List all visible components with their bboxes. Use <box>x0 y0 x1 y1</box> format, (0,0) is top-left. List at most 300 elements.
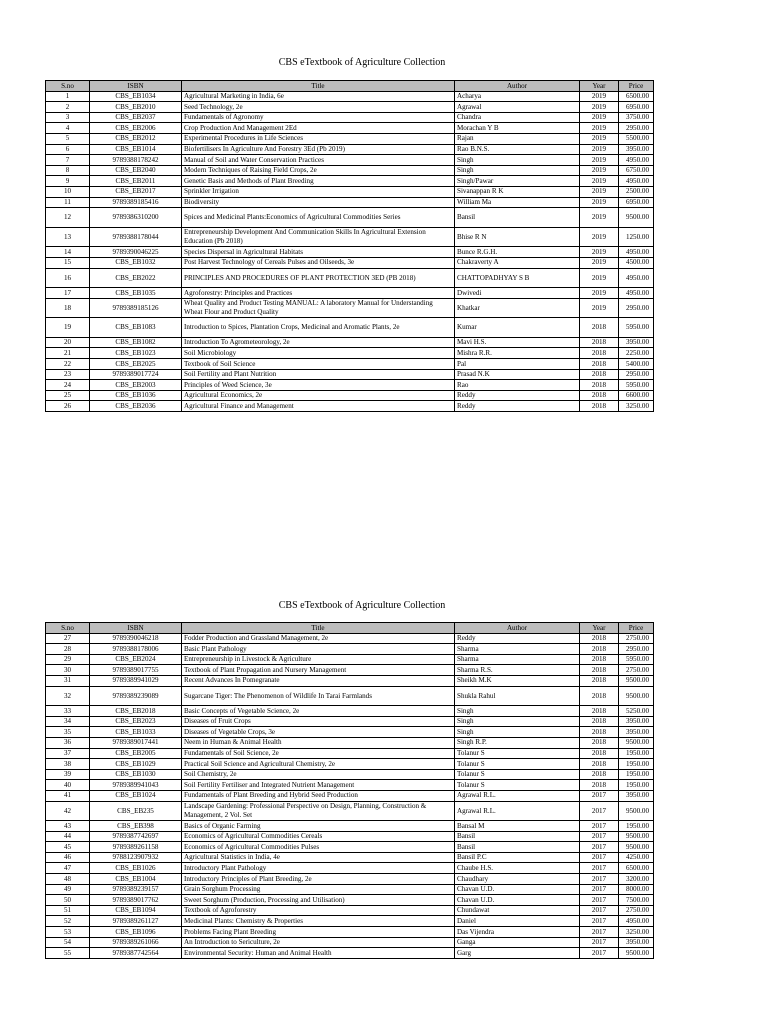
cell-price: 5250.00 <box>619 706 654 717</box>
cell-sno: 31 <box>46 675 90 686</box>
cell-title: Agricultural Finance and Management <box>182 401 455 412</box>
cell-price: 9500.00 <box>619 801 654 821</box>
cell-author: Chaube H.S. <box>455 863 580 874</box>
cell-sno: 9 <box>46 176 90 187</box>
table-row <box>46 390 654 401</box>
cell-sno: 3 <box>46 112 90 123</box>
cell-sno: 1 <box>46 91 90 102</box>
cell-year: 2018 <box>580 716 619 727</box>
cell-year: 2017 <box>580 916 619 927</box>
cell-title: Practical Soil Science and Agricultural Chemistry, 2e <box>182 759 455 770</box>
cell-isbn: CBS_EB1032 <box>90 257 182 268</box>
cell-year: 2019 <box>580 268 619 288</box>
cell-price: 1950.00 <box>619 748 654 759</box>
cell-price: 9500.00 <box>619 737 654 748</box>
cell-isbn: CBS_EB2036 <box>90 401 182 412</box>
page-title-2: CBS eTextbook of Agriculture Collection <box>278 600 446 611</box>
cell-author: Kumar <box>455 318 580 338</box>
cell-price: 4950.00 <box>619 916 654 927</box>
cell-sno: 19 <box>46 318 90 338</box>
cell-sno: 50 <box>46 895 90 906</box>
cell-price: 5400.00 <box>619 359 654 370</box>
cell-year: 2019 <box>580 133 619 144</box>
cell-sno: 17 <box>46 288 90 299</box>
cell-price: 1950.00 <box>619 769 654 780</box>
table-row <box>46 227 654 247</box>
cell-isbn: CBS_EB2023 <box>90 716 182 727</box>
cell-sno: 7 <box>46 155 90 166</box>
cell-year: 2019 <box>580 102 619 113</box>
cell-price: 3950.00 <box>619 337 654 348</box>
table-row <box>46 288 654 299</box>
cell-title: Wheat Quality and Product Testing MANUAL: A laboratory Manual for Understanding Wheat Flour and Product Quality <box>182 298 455 318</box>
cell-isbn: 9789389017755 <box>90 665 182 676</box>
cell-title: Diseases of Vegetable Crops, 3e <box>182 727 455 738</box>
cell-year: 2018 <box>580 654 619 665</box>
cell-price: 9500.00 <box>619 842 654 853</box>
cell-sno: 26 <box>46 401 90 412</box>
table-row <box>46 208 654 228</box>
cell-title: Sprinkler Irrigation <box>182 186 455 197</box>
cell-author: Garg <box>455 948 580 959</box>
cell-isbn: 9789389185126 <box>90 298 182 318</box>
cell-isbn: 9789389239089 <box>90 686 182 706</box>
table-row <box>46 91 654 102</box>
table-row <box>46 852 654 863</box>
cell-author: Sheikh M.K <box>455 675 580 686</box>
cell-year: 2018 <box>580 337 619 348</box>
cell-author: Sharma <box>455 654 580 665</box>
table-row <box>46 348 654 359</box>
cell-isbn: CBS_EB2011 <box>90 176 182 187</box>
cell-year: 2018 <box>580 390 619 401</box>
cell-title: Soil Fertility Fertiliser and Integrated Nutrient Management <box>182 780 455 791</box>
table-row <box>46 123 654 134</box>
cell-year: 2017 <box>580 842 619 853</box>
cell-isbn: CBS_EB1036 <box>90 390 182 401</box>
cell-author: Singh <box>455 155 580 166</box>
cell-isbn: CBS_EB2003 <box>90 380 182 391</box>
cell-year: 2017 <box>580 821 619 832</box>
cell-title: Basics of Organic Farming <box>182 821 455 832</box>
cell-author: Bansil <box>455 842 580 853</box>
cell-year: 2017 <box>580 831 619 842</box>
table-row <box>46 706 654 717</box>
cell-title: Introduction to Spices, Plantation Crops, Medicinal and Aromatic Plants, 2e <box>182 318 455 338</box>
cell-isbn: CBS_EB2040 <box>90 165 182 176</box>
cell-sno: 42 <box>46 801 90 821</box>
cell-price: 6750.00 <box>619 165 654 176</box>
table-row <box>46 654 654 665</box>
cell-year: 2018 <box>580 318 619 338</box>
header-sno: S.no <box>46 623 90 634</box>
table-row <box>46 359 654 370</box>
cell-author: Reddy <box>455 390 580 401</box>
table-row <box>46 176 654 187</box>
cell-author: Agrawal <box>455 102 580 113</box>
cell-year: 2019 <box>580 155 619 166</box>
cell-isbn: CBS_EB1029 <box>90 759 182 770</box>
table-row <box>46 247 654 258</box>
cell-isbn: 9789389017762 <box>90 895 182 906</box>
cell-author: Rao B.N.S. <box>455 144 580 155</box>
cell-isbn: CBS_EB2018 <box>90 706 182 717</box>
cell-title: Modern Techniques of Raising Field Crops, 2e <box>182 165 455 176</box>
cell-isbn: CBS_EB2006 <box>90 123 182 134</box>
cell-year: 2019 <box>580 288 619 299</box>
cell-sno: 51 <box>46 905 90 916</box>
cell-isbn: CBS_EB1082 <box>90 337 182 348</box>
cell-isbn: 9789389941043 <box>90 780 182 791</box>
cell-isbn: 9789386310200 <box>90 208 182 228</box>
cell-author: Tolanur S <box>455 780 580 791</box>
cell-year: 2019 <box>580 112 619 123</box>
cell-isbn: CBS_EB1004 <box>90 874 182 885</box>
cell-title: Recent Advances In Pomegranate <box>182 675 455 686</box>
cell-isbn: CBS_EB398 <box>90 821 182 832</box>
cell-year: 2019 <box>580 144 619 155</box>
cell-title: Agricultural Marketing in India, 6e <box>182 91 455 102</box>
cell-author: Daniel <box>455 916 580 927</box>
cell-price: 3250.00 <box>619 401 654 412</box>
table-row <box>46 895 654 906</box>
header-price: Price <box>619 81 654 92</box>
cell-year: 2018 <box>580 633 619 644</box>
cell-year: 2018 <box>580 748 619 759</box>
cell-author: Singh <box>455 716 580 727</box>
cell-sno: 47 <box>46 863 90 874</box>
cell-sno: 21 <box>46 348 90 359</box>
table-header-row <box>46 623 654 634</box>
cell-sno: 33 <box>46 706 90 717</box>
cell-year: 2018 <box>580 706 619 717</box>
cell-isbn: 9789390046218 <box>90 633 182 644</box>
cell-author: Agrawal R.L. <box>455 801 580 821</box>
cell-title: Basic Plant Pathology <box>182 644 455 655</box>
cell-title: Soil Microbiology <box>182 348 455 359</box>
table-row <box>46 686 654 706</box>
cell-title: Manual of Soil and Water Conservation Practices <box>182 155 455 166</box>
cell-title: Fundamentals of Agronomy <box>182 112 455 123</box>
header-year: Year <box>580 81 619 92</box>
cell-author: Reddy <box>455 401 580 412</box>
cell-sno: 39 <box>46 769 90 780</box>
table-header-row <box>46 81 654 92</box>
cell-price: 1950.00 <box>619 759 654 770</box>
cell-author: Agrawal R.L. <box>455 790 580 801</box>
header-title: Title <box>182 81 455 92</box>
cell-author: Singh <box>455 165 580 176</box>
cell-title: Agricultural Economics, 2e <box>182 390 455 401</box>
cell-isbn: 9789389261158 <box>90 842 182 853</box>
cell-isbn: CBS_EB1035 <box>90 288 182 299</box>
cell-isbn: 9788123907932 <box>90 852 182 863</box>
cell-price: 5950.00 <box>619 654 654 665</box>
cell-year: 2018 <box>580 644 619 655</box>
cell-price: 4950.00 <box>619 176 654 187</box>
cell-isbn: CBS_EB2017 <box>90 186 182 197</box>
table-row <box>46 916 654 927</box>
cell-author: Chaudhary <box>455 874 580 885</box>
cell-sno: 14 <box>46 247 90 258</box>
cell-isbn: CBS_EB2025 <box>90 359 182 370</box>
cell-price: 4950.00 <box>619 155 654 166</box>
cell-title: Fundamentals of Plant Breeding and Hybrid Seed Production <box>182 790 455 801</box>
cell-author: Dwivedi <box>455 288 580 299</box>
cell-isbn: CBS_EB1014 <box>90 144 182 155</box>
cell-author: Bunce R.G.H. <box>455 247 580 258</box>
cell-sno: 12 <box>46 208 90 228</box>
cell-sno: 38 <box>46 759 90 770</box>
cell-title: Soil Chemistry, 2e <box>182 769 455 780</box>
table-row <box>46 748 654 759</box>
table-row <box>46 337 654 348</box>
cell-price: 9500.00 <box>619 831 654 842</box>
cell-title: Neem in Human & Animal Health <box>182 737 455 748</box>
cell-sno: 41 <box>46 790 90 801</box>
cell-isbn: 9789390046225 <box>90 247 182 258</box>
cell-isbn: 9789388178044 <box>90 227 182 247</box>
cell-sno: 49 <box>46 884 90 895</box>
table-row <box>46 727 654 738</box>
cell-sno: 29 <box>46 654 90 665</box>
cell-author: Bansil <box>455 208 580 228</box>
cell-year: 2017 <box>580 801 619 821</box>
cell-isbn: CBS_EB1094 <box>90 905 182 916</box>
cell-title: Entrepreneurship Development And Communication Skills In Agricultural Extension Education (Pb 2018) <box>182 227 455 247</box>
cell-isbn: 9789389261127 <box>90 916 182 927</box>
cell-sno: 8 <box>46 165 90 176</box>
cell-price: 4950.00 <box>619 288 654 299</box>
cell-year: 2018 <box>580 769 619 780</box>
cell-title: Textbook of Soil Science <box>182 359 455 370</box>
cell-isbn: CBS_EB1024 <box>90 790 182 801</box>
cell-title: Spices and Medicinal Plants:Economics of Agricultural Commodities Series <box>182 208 455 228</box>
cell-sno: 55 <box>46 948 90 959</box>
cell-price: 3200.00 <box>619 874 654 885</box>
cell-sno: 44 <box>46 831 90 842</box>
cell-title: Problems Facing Plant Breeding <box>182 927 455 938</box>
cell-year: 2017 <box>580 884 619 895</box>
cell-author: Sharma R.S. <box>455 665 580 676</box>
cell-price: 2950.00 <box>619 123 654 134</box>
header-author: Author <box>455 81 580 92</box>
cell-price: 9500.00 <box>619 675 654 686</box>
cell-title: Introductory Plant Pathology <box>182 863 455 874</box>
cell-year: 2019 <box>580 176 619 187</box>
cell-title: Experimental Procedures in Life Sciences <box>182 133 455 144</box>
cell-isbn: CBS_EB235 <box>90 801 182 821</box>
cell-price: 4250.00 <box>619 852 654 863</box>
table-row <box>46 102 654 113</box>
cell-title: Introductory Principles of Plant Breeding, 2e <box>182 874 455 885</box>
cell-year: 2018 <box>580 727 619 738</box>
table-row <box>46 874 654 885</box>
table-row <box>46 842 654 853</box>
table-row <box>46 769 654 780</box>
cell-author: Sharma <box>455 644 580 655</box>
cell-title: Textbook of Agroforestry <box>182 905 455 916</box>
cell-author: Bansil <box>455 831 580 842</box>
table-row <box>46 948 654 959</box>
cell-title: Landscape Gardening: Professional Perspective on Design, Planning, Construction & Management, 2 Vol. Set <box>182 801 455 821</box>
cell-title: PRINCIPLES AND PROCEDURES OF PLANT PROTECTION 3ED (PB 2018) <box>182 268 455 288</box>
cell-price: 4500.00 <box>619 257 654 268</box>
cell-price: 4950.00 <box>619 247 654 258</box>
cell-author: Bansil P.C <box>455 852 580 863</box>
cell-author: Rao <box>455 380 580 391</box>
cell-year: 2019 <box>580 123 619 134</box>
cell-price: 2950.00 <box>619 369 654 380</box>
cell-sno: 20 <box>46 337 90 348</box>
cell-title: Biodiversity <box>182 197 455 208</box>
table-row <box>46 759 654 770</box>
cell-year: 2019 <box>580 227 619 247</box>
cell-sno: 35 <box>46 727 90 738</box>
cell-sno: 36 <box>46 737 90 748</box>
cell-author: Singh <box>455 727 580 738</box>
table-row <box>46 165 654 176</box>
cell-author: Singh R.P. <box>455 737 580 748</box>
cell-price: 3950.00 <box>619 716 654 727</box>
cell-year: 2018 <box>580 401 619 412</box>
cell-price: 6500.00 <box>619 863 654 874</box>
cell-year: 2018 <box>580 369 619 380</box>
header-title: Title <box>182 623 455 634</box>
cell-year: 2017 <box>580 937 619 948</box>
cell-year: 2018 <box>580 348 619 359</box>
cell-price: 5950.00 <box>619 318 654 338</box>
header-sno: S.no <box>46 81 90 92</box>
cell-year: 2018 <box>580 675 619 686</box>
cell-price: 8000.00 <box>619 884 654 895</box>
cell-title: Seed Technology, 2e <box>182 102 455 113</box>
cell-author: Mishra R.R. <box>455 348 580 359</box>
cell-year: 2018 <box>580 737 619 748</box>
cell-price: 3950.00 <box>619 937 654 948</box>
cell-title: Post Harvest Technology of Cereals Pulses and Oilseeds, 3e <box>182 257 455 268</box>
cell-author: Shukla Rahul <box>455 686 580 706</box>
cell-year: 2017 <box>580 927 619 938</box>
header-price: Price <box>619 623 654 634</box>
cell-author: Chundawat <box>455 905 580 916</box>
cell-price: 7500.00 <box>619 895 654 906</box>
cell-title: Fundamentals of Soil Science, 2e <box>182 748 455 759</box>
cell-price: 5950.00 <box>619 380 654 391</box>
cell-title: Textbook of Plant Propagation and Nursery Management <box>182 665 455 676</box>
cell-author: William Ma <box>455 197 580 208</box>
cell-author: Acharya <box>455 91 580 102</box>
cell-author: Prasad N.K <box>455 369 580 380</box>
cell-price: 2250.00 <box>619 348 654 359</box>
cell-year: 2017 <box>580 790 619 801</box>
cell-sno: 52 <box>46 916 90 927</box>
cell-year: 2018 <box>580 359 619 370</box>
cell-year: 2018 <box>580 780 619 791</box>
cell-sno: 48 <box>46 874 90 885</box>
cell-isbn: CBS_EB2024 <box>90 654 182 665</box>
catalog-table-1 <box>45 80 654 412</box>
cell-isbn: 9789389239157 <box>90 884 182 895</box>
cell-title: Agroforestry: Principles and Practices <box>182 288 455 299</box>
cell-sno: 54 <box>46 937 90 948</box>
table-row <box>46 257 654 268</box>
cell-author: Reddy <box>455 633 580 644</box>
cell-author: Singh/Pawar <box>455 176 580 187</box>
table-row <box>46 369 654 380</box>
header-isbn: ISBN <box>90 623 182 634</box>
cell-title: Medicinal Plants: Chemistry & Properties <box>182 916 455 927</box>
cell-sno: 28 <box>46 644 90 655</box>
cell-title: Principles of Weed Science, 3e <box>182 380 455 391</box>
cell-sno: 22 <box>46 359 90 370</box>
cell-sno: 40 <box>46 780 90 791</box>
table-row <box>46 801 654 821</box>
cell-price: 1950.00 <box>619 780 654 791</box>
header-author: Author <box>455 623 580 634</box>
table-row <box>46 268 654 288</box>
table-row <box>46 401 654 412</box>
cell-author: Rajan <box>455 133 580 144</box>
cell-isbn: 9789389261066 <box>90 937 182 948</box>
cell-price: 2750.00 <box>619 665 654 676</box>
cell-price: 6500.00 <box>619 91 654 102</box>
cell-price: 6600.00 <box>619 390 654 401</box>
cell-author: Tolanur S <box>455 748 580 759</box>
cell-isbn: 9789389941029 <box>90 675 182 686</box>
cell-year: 2017 <box>580 852 619 863</box>
cell-isbn: CBS_EB1026 <box>90 863 182 874</box>
cell-sno: 46 <box>46 852 90 863</box>
cell-isbn: CBS_EB2012 <box>90 133 182 144</box>
cell-year: 2018 <box>580 380 619 391</box>
cell-title: Basic Concepts of Vegetable Science, 2e <box>182 706 455 717</box>
cell-sno: 34 <box>46 716 90 727</box>
table-row <box>46 716 654 727</box>
table-row <box>46 790 654 801</box>
cell-year: 2019 <box>580 186 619 197</box>
cell-year: 2019 <box>580 247 619 258</box>
cell-title: Grain Sorghum Processing <box>182 884 455 895</box>
cell-author: Singh <box>455 706 580 717</box>
table-row <box>46 133 654 144</box>
cell-year: 2017 <box>580 948 619 959</box>
cell-sno: 16 <box>46 268 90 288</box>
table-row <box>46 112 654 123</box>
cell-year: 2019 <box>580 298 619 318</box>
cell-sno: 10 <box>46 186 90 197</box>
cell-price: 2950.00 <box>619 644 654 655</box>
cell-year: 2019 <box>580 208 619 228</box>
cell-title: Fodder Production and Grassland Management, 2e <box>182 633 455 644</box>
cell-sno: 53 <box>46 927 90 938</box>
cell-title: Sugarcane Tiger: The Phenomenon of Wildlife In Tarai Farmlands <box>182 686 455 706</box>
cell-sno: 11 <box>46 197 90 208</box>
table-row <box>46 863 654 874</box>
cell-author: Chavan U.D. <box>455 884 580 895</box>
cell-title: Biofertilisers In Agriculture And Forestry 3Ed (Pb 2019) <box>182 144 455 155</box>
cell-price: 2950.00 <box>619 298 654 318</box>
cell-sno: 45 <box>46 842 90 853</box>
cell-isbn: CBS_EB2010 <box>90 102 182 113</box>
cell-author: CHATTOPADHYAY S B <box>455 268 580 288</box>
cell-sno: 37 <box>46 748 90 759</box>
cell-isbn: CBS_EB1083 <box>90 318 182 338</box>
cell-sno: 24 <box>46 380 90 391</box>
table-row <box>46 927 654 938</box>
table-row <box>46 380 654 391</box>
cell-title: An Introduction to Sericulture, 2e <box>182 937 455 948</box>
